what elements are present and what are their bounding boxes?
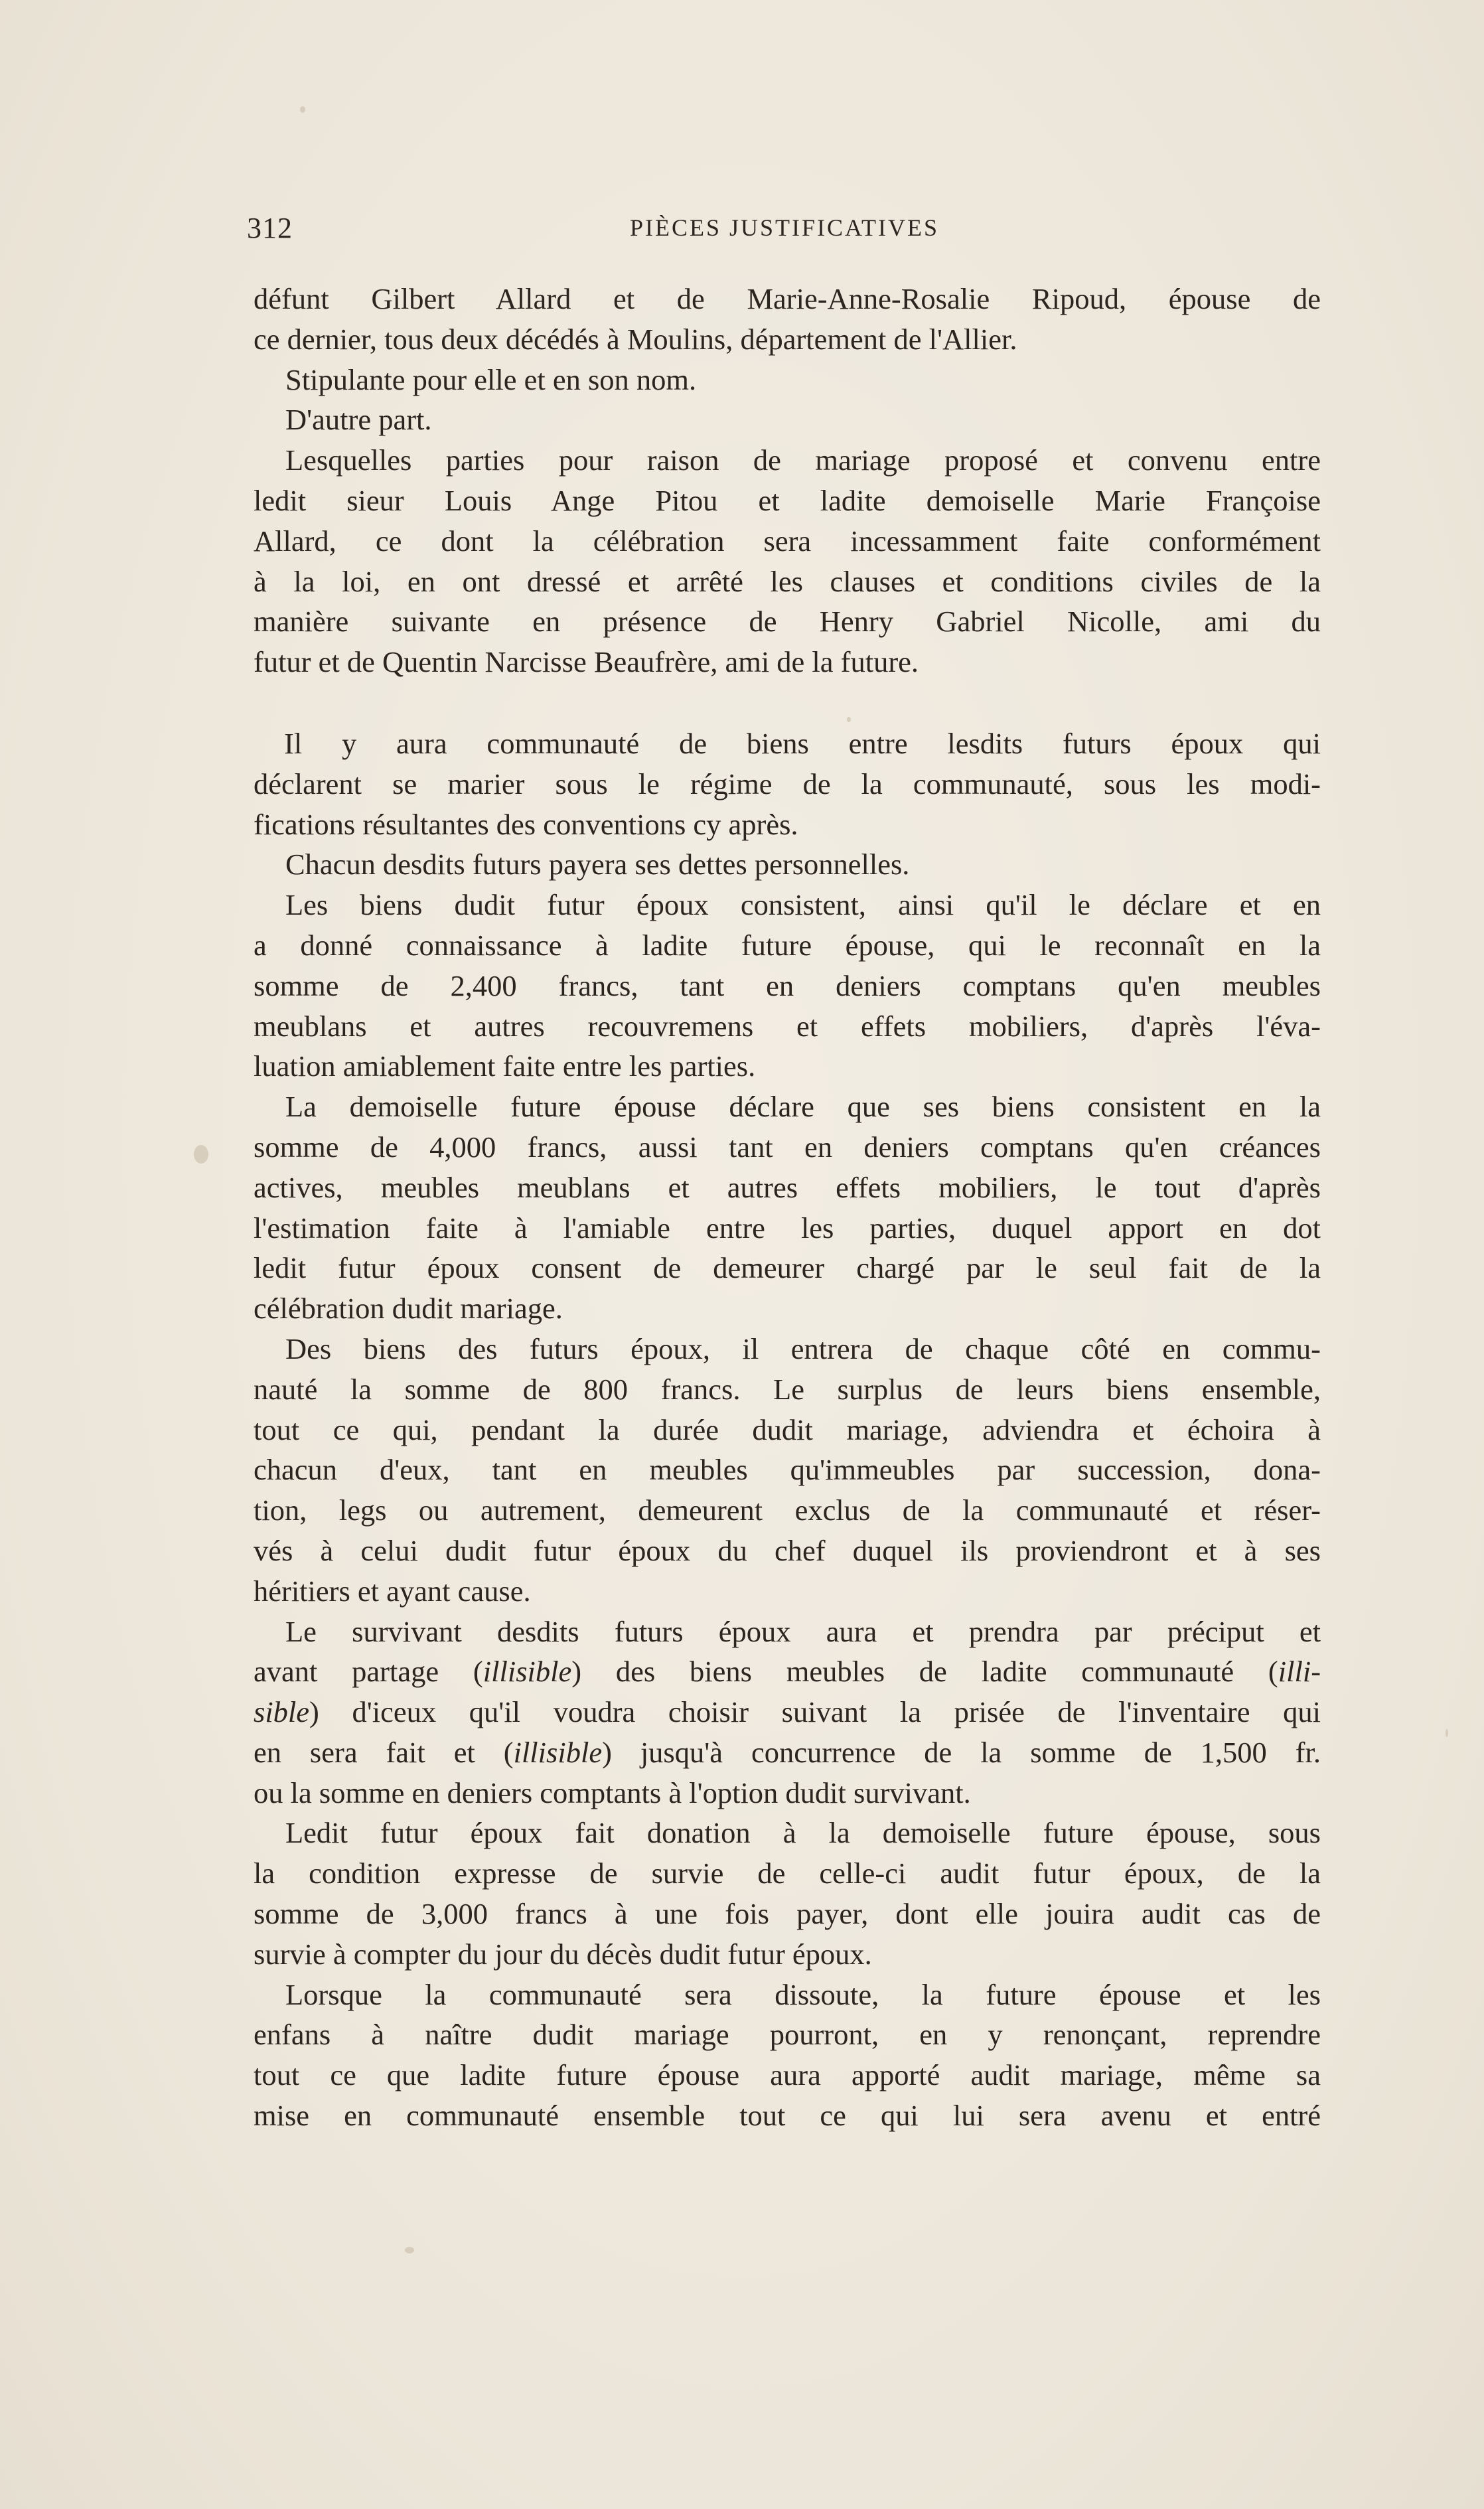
text-line: ledit futur époux consent de demeurer chargé par le seul fait de la: [254, 1251, 1321, 1285]
text-line: déclarent se marier sous le régime de la communauté, sous les modi-: [254, 767, 1321, 800]
text-run: ) des biens meubles de ladite communauté (: [571, 1655, 1278, 1689]
paragraph-gap: [254, 682, 1321, 723]
text-line: Chacun desdits futurs payera ses dettes personnelles.: [285, 848, 910, 881]
paper-speck: [405, 2247, 414, 2253]
text-line: enfans à naître dudit mariage pourront, en y renonçant, reprendre: [254, 2018, 1321, 2052]
text-line: Ledit futur époux fait donation à la demoiselle future épouse, sous: [285, 1816, 1321, 1850]
text-line: chacun d'eux, tant en meubles qu'immeubles par succession, dona-: [254, 1453, 1321, 1487]
text-line: manière suivante en présence de Henry Gabriel Nicolle, ami du: [254, 605, 1321, 639]
page-header: [247, 211, 1322, 244]
text-line: Les biens dudit futur époux consistent, ainsi qu'il le déclare et en: [285, 888, 1321, 922]
text-line: célébration dudit mariage.: [254, 1292, 563, 1326]
text-line: Il y aura communauté de biens entre lesdits futurs époux qui: [284, 726, 1321, 760]
text-line: somme de 2,400 francs, tant en deniers comptans qu'en meubles: [254, 968, 1321, 1002]
text-run: en sera fait et (: [254, 1735, 514, 1769]
text-line: Des biens des futurs époux, il entrera de chaque côté en commu-: [285, 1331, 1321, 1365]
text-line: l'estimation faite à l'amiable entre les parties, duquel apport en dot: [254, 1211, 1321, 1245]
body-text: [254, 279, 1321, 2136]
text-line: Lorsque la communauté sera dissoute, la future épouse et les: [285, 1977, 1321, 2011]
paper-speck: [847, 717, 851, 722]
text-line: [254, 1732, 1321, 1773]
text-line: survie à compter du jour du décès dudit futur époux.: [254, 1937, 872, 1971]
text-run: ) jusqu'à concurrence de la somme de 1,500 fr.: [602, 1735, 1321, 1769]
illegible-marker: illi-: [1278, 1655, 1321, 1689]
text-line: Le survivant desdits futurs époux aura et prendra par préciput et: [285, 1614, 1321, 1648]
text-run: ) d'iceux qu'il voudra choisir suivant la prisée de l'inventaire qui: [309, 1695, 1321, 1729]
text-line: Allard, ce dont la célébration sera incessamment faite conformément: [254, 524, 1321, 558]
text-line: futur et de Quentin Narcisse Beaufrère, ami de la future.: [254, 645, 919, 679]
text-line: actives, meubles meublans et autres effets mobiliers, le tout d'après: [254, 1170, 1321, 1204]
illegible-marker: sible: [254, 1695, 310, 1729]
text-line: tion, legs ou autrement, demeurent exclus de la communauté et réser-: [254, 1493, 1321, 1527]
page-number: 312: [247, 212, 293, 244]
text-line: héritiers et ayant cause.: [254, 1574, 531, 1608]
text-line: à la loi, en ont dressé et arrêté les clauses et conditions civiles de la: [254, 564, 1321, 598]
text-line: a donné connaissance à ladite future épouse, qui le reconnaît en la: [254, 928, 1321, 962]
text-line: mise en communauté ensemble tout ce qui lui sera avenu et entré: [254, 2099, 1321, 2133]
text-run: avant partage (: [254, 1655, 483, 1689]
text-line: la condition expresse de survie de celle-ci audit futur époux, de la: [254, 1857, 1321, 1890]
text-line: ledit sieur Louis Ange Pitou et ladite demoiselle Marie Françoise: [254, 483, 1321, 517]
text-line: défunt Gilbert Allard et de Marie-Anne-Rosalie Ripoud, épouse de: [254, 282, 1321, 315]
text-line: meublans et autres recouvremens et effets mobiliers, d'après l'éva-: [254, 1009, 1321, 1043]
text-line: nauté la somme de 800 francs. Le surplus de leurs biens ensemble,: [254, 1372, 1321, 1406]
text-line: Stipulante pour elle et en son nom.: [285, 362, 697, 396]
paper-speck: [300, 106, 305, 113]
text-line: luation amiablement faite entre les parties.: [254, 1049, 756, 1083]
text-line: somme de 3,000 francs à une fois payer, dont elle jouira audit cas de: [254, 1897, 1321, 1931]
paper-speck: [1446, 1729, 1448, 1737]
text-line: ou la somme en deniers comptants à l'option dudit survivant.: [254, 1776, 971, 1809]
text-line: tout ce qui, pendant la durée dudit mariage, adviendra et échoira à: [254, 1412, 1321, 1446]
text-line: vés à celui dudit futur époux du chef duquel ils proviendront et à ses: [254, 1533, 1321, 1567]
text-line: D'autre part.: [285, 403, 432, 437]
text-line: La demoiselle future épouse déclare que ses biens consistent en la: [285, 1090, 1321, 1124]
illegible-marker: illisible: [513, 1735, 603, 1769]
text-line: tout ce que ladite future épouse aura apporté audit mariage, même sa: [254, 2058, 1321, 2092]
paper-speck: [194, 1145, 208, 1164]
text-line: [254, 1651, 1321, 1692]
text-line: fications résultantes des conventions cy après.: [254, 807, 798, 841]
text-line: somme de 4,000 francs, aussi tant en deniers comptans qu'en créances: [254, 1130, 1321, 1164]
illegible-marker: illisible: [482, 1655, 572, 1689]
text-line: Lesquelles parties pour raison de mariage proposé et convenu entre: [285, 443, 1321, 477]
text-line: [254, 1692, 1321, 1732]
text-line: ce dernier, tous deux décédés à Moulins, département de l'Allier.: [254, 322, 1017, 356]
running-title: PIÈCES JUSTIFICATIVES: [629, 214, 940, 241]
